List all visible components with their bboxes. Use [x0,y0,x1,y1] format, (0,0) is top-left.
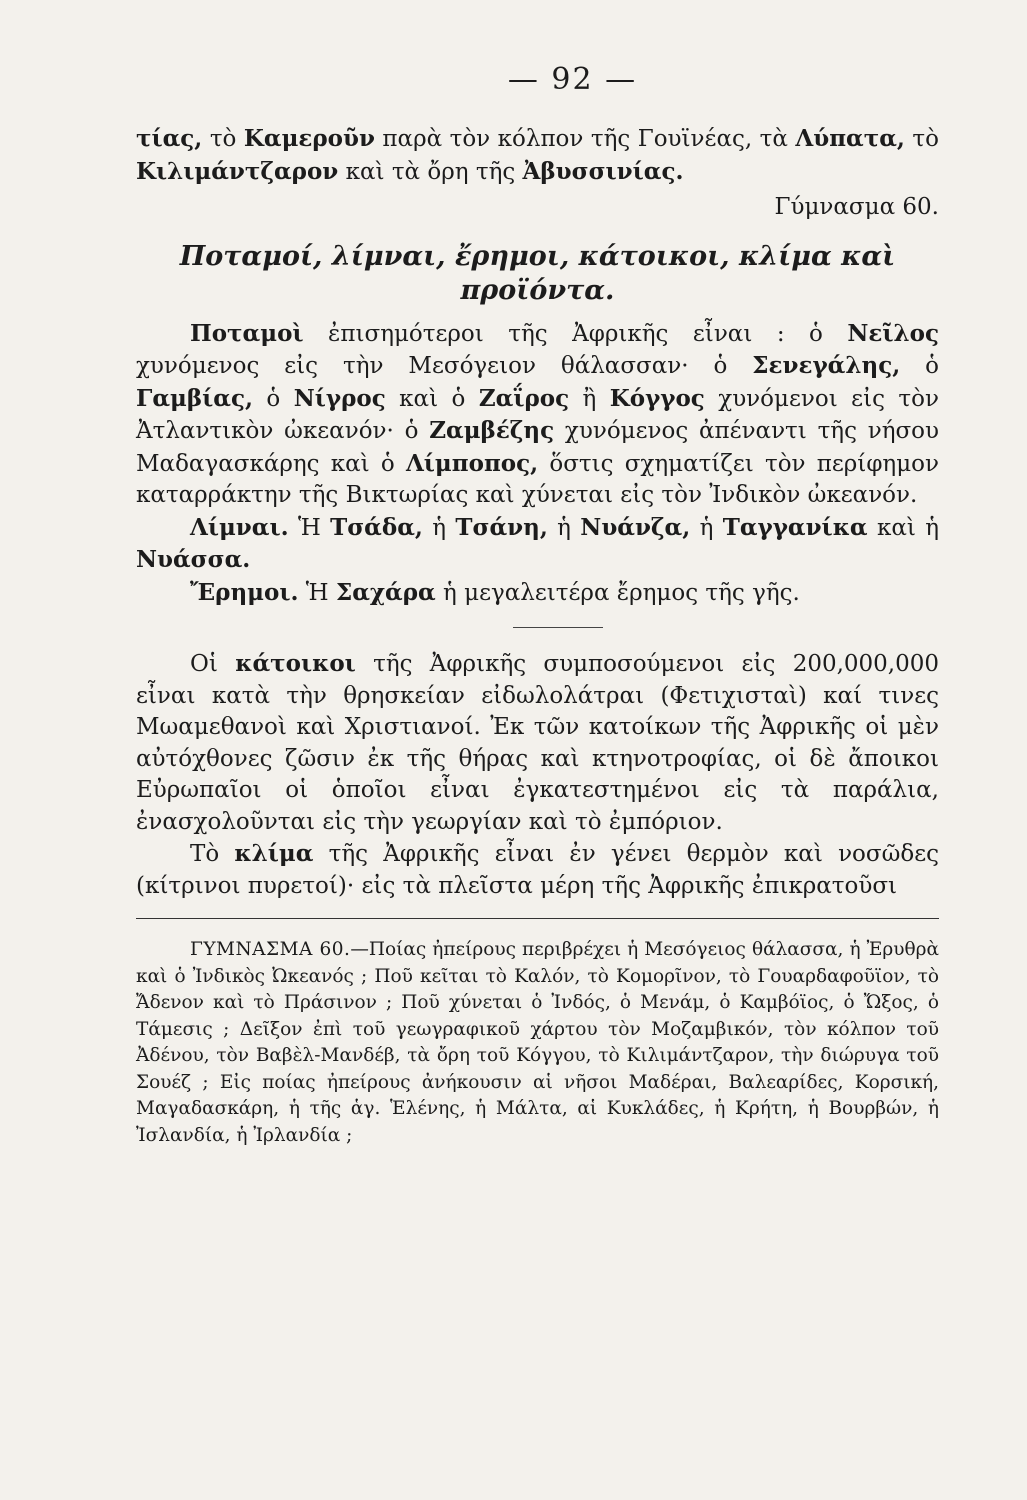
text: ἢ [569,385,610,412]
text: Οἱ [190,651,236,677]
bold-term: Νεῖλος [847,319,939,347]
bold-term: Ἀβυσσινίας. [522,157,684,185]
paragraph-inhabitants [136,648,939,838]
paragraph-rivers [136,318,939,512]
paragraph-continuation [136,123,939,188]
text: καὶ ἡ [867,514,940,541]
footnote-text: —Ποίας ἠπείρους περιβρέχει ἡ Μεσόγειος θάλασσα, ἡ Ἐρυθρὰ καὶ ὁ Ἰνδικὸς Ὠκεανός ; Ποῦ κεῖται τὸ Καλόν, τὸ Κομορῖνον, τὸ Γουαρδαφοῦϊον, τὸ Ἄδενον καὶ τὸ Πράσινον ; Ποῦ χύνεται ὁ Ἰνδός, ὁ Μενάμ, ὁ Καμβόϊος, ὁ Ὤξος, ὁ Τάμεσις ; Δεῖξον ἐπὶ τοῦ γεωγραφικοῦ χάρτου τὸν Μοζαμβικόν, τὸν κόλπον τοῦ Ἀδένου, τὸν Βαβὲλ-Μανδέβ, τὰ ὄρη τοῦ Κόγγου, τὸ Κιλιμάντζαρον, τὴν διώρυγα τοῦ Σουέζ ; Εἰς ποίας ἠπείρους ἀνήκουσιν αἱ νῆσοι Μαδέραι, Βαλεαρίδες, Κορσική, Μαγαδασκάρη, ἡ τῆς ἁγ. Ἑλένης, ἡ Μάλτα, αἱ Κυκλάδες, ἡ Κρήτη, ἡ Βουρβών, ἡ Ἰσλανδία, ἡ Ἰρλανδία ; [136,939,939,1146]
text: χυνόμενος εἰς τὴν Μεσόγειον θάλασσαν· ὁ [136,353,753,379]
footnote-exercise [136,937,939,1149]
text: τῆς Ἀφρικῆς συμποσούμενοι εἰς 200,000,000 εἶναι κατὰ τὴν θρησκείαν εἰδωλολάτραι (Φετιχισταὶ) καί τινες Μωαμεθανοὶ καὶ Χριστιανοί. Ἐκ τῶν κατοίκων τῆς Ἀφρικῆς οἱ μὲν αὐτόχθονες ζῶσιν ἐκ τῆς θήρας καὶ κτηνοτροφίας, οἱ δὲ ἄποικοι Εὐρωπαῖοι οἱ ὁποῖοι εἶναι ἐγκατεστημένοι εἰς τὰ παράλια, ἐνασχολοῦνται εἰς τὴν γεωργίαν καὶ τὸ ἐμπόριον. [136,651,940,835]
bold-term: κλίμα [234,840,314,867]
bold-term: Καμεροῦν [243,125,375,152]
section-heading: Ποταμοί, λίμναι, ἔρημοι, κάτοικοι, κλίμα καὶ προϊόντα. [179,240,896,306]
bold-term: κάτοικοι [235,650,356,677]
bold-term: Τσάδα, [330,513,423,541]
bold-term: Νυάσσα. [136,546,251,573]
bold-term: Τσάνη, [455,513,548,541]
bold-term: Κόγγος [609,384,705,412]
bold-term: Ταγγανίκα [722,513,868,541]
bold-term: Λύπατα, [795,125,905,152]
text: ἡ [690,514,723,541]
text: ὁ [900,353,939,379]
paragraph-deserts [136,577,939,610]
text: ἡ [547,514,581,541]
bold-term: Ἔρημοι. [190,578,299,606]
bold-term: Γαμβίας, [136,384,253,412]
paragraph-climate [136,838,939,902]
page-number: — 92 — [507,62,638,97]
bold-term: Σαχάρα [335,578,436,606]
paragraph-lakes [136,512,939,577]
text: Ἡ [298,579,336,606]
text: ὅστις σχηματίζει τὸν περίφημον καταρράκτην τῆς Βικτωρίας καὶ χύνεται εἰς τὸν Ἰνδικὸν ὠκεανόν. [136,450,939,508]
bold-term: τίας, [136,125,203,152]
text: χυνόμενος ἀπέναντι τῆς νήσου Μαδαγασκάρης καὶ ὁ [136,418,940,477]
text: ἡ [422,514,456,541]
bold-term: Ποταμοὶ [190,319,304,347]
text: παρὰ τὸν κόλπον τῆς Γουϊνέας, τὰ [374,126,796,152]
bold-term: Ζαΐρος [478,384,570,412]
text: καὶ ὁ [385,385,479,412]
footnote-divider [136,918,939,919]
text: ἐπισημότεροι τῆς Ἀφρικῆς εἶναι : ὁ [303,320,848,347]
text: τὸ [904,126,939,152]
bold-term: Σενεγάλης, [752,352,901,379]
text: Τὸ [190,841,235,867]
bold-term: Ζαμβέζης [429,417,555,444]
text: καὶ τὰ ὄρη τῆς [338,158,523,185]
text: ὁ [252,385,294,412]
text: τῆς Ἀφρικῆς εἶναι ἐν γένει θερμὸν καὶ νοσῶδες (κίτρινοι πυρετοί)· εἰς τὰ πλεῖστα μέρη τῆς Ἀφρικῆς ἐπικρατοῦσι [136,841,939,899]
text: χυνόμενοι εἰς τὸν Ἀτλαντικὸν ὠκεανόν· ὁ [136,385,939,444]
bold-term: Νίγρος [293,384,386,412]
text: Ἡ [288,514,331,541]
bold-term: Νυάνζα, [580,513,691,541]
footnote-label: ΓΥΜΝΑΣΜΑ 60. [190,939,351,960]
bold-term: Κιλιμάντζαρον [136,157,339,185]
text: ἡ μεγαλειτέρα ἔρημος τῆς γῆς. [435,579,800,606]
bold-term: Λίμναι. [190,513,289,541]
exercise-reference: Γύμνασμα 60. [774,194,939,220]
section-divider [513,627,603,628]
text: τὸ [202,126,244,152]
bold-term: Λίμποπος, [405,449,539,477]
